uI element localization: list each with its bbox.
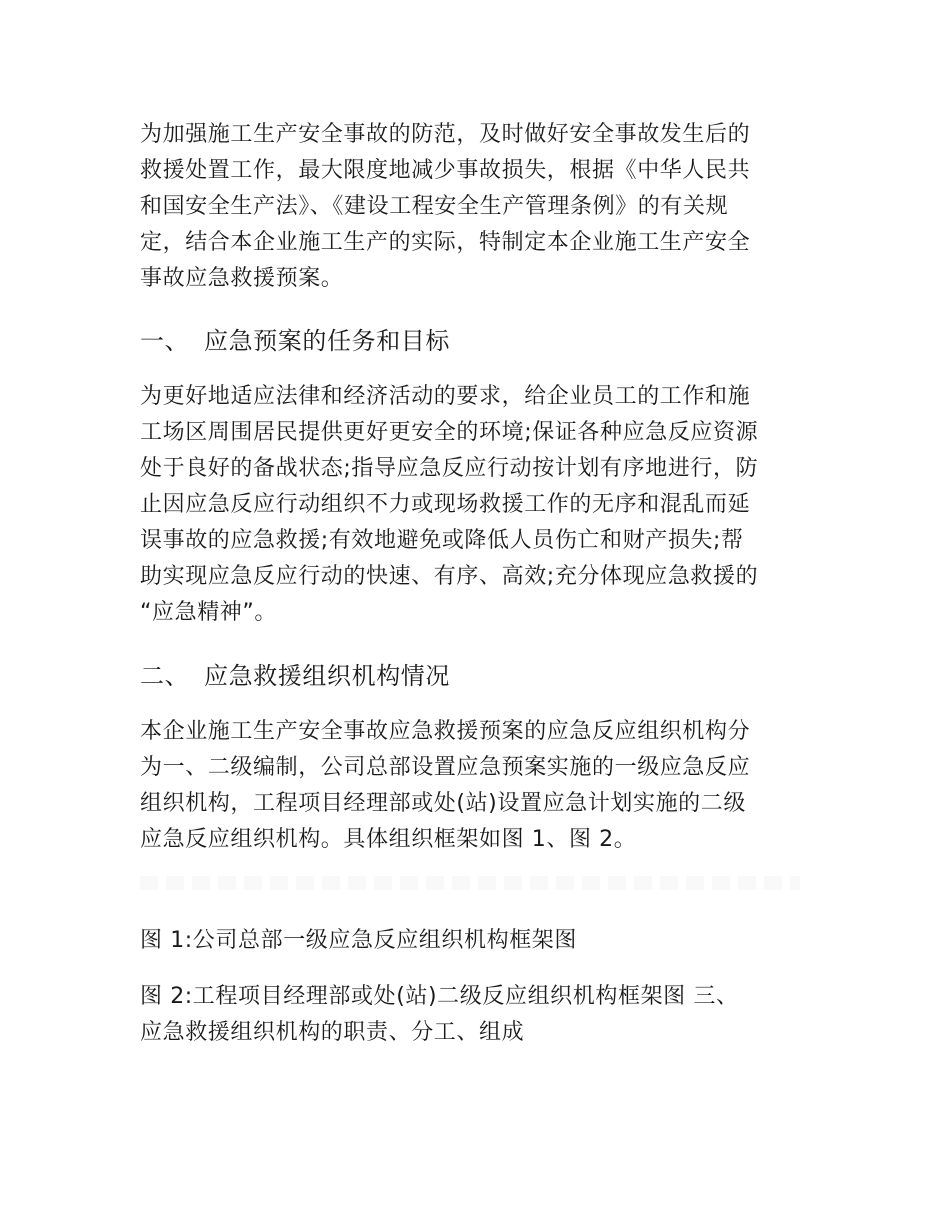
- section1-line: “应急精神”。: [140, 600, 277, 625]
- section1-line: 误事故的应急救援;有效地避免或降低人员伤亡和财产损失;帮: [140, 528, 744, 553]
- intro-line: 救援处置工作，最大限度地减少事故损失，根据《中华人民共: [140, 158, 751, 183]
- section1-line: 助实现应急反应行动的快速、有序、高效;充分体现应急救援的: [140, 564, 759, 589]
- section2-line: 为一、二级编制，公司总部设置应急预案实施的一级应急反应: [140, 755, 751, 780]
- intro-line: 定，结合本企业施工生产的实际，特制定本企业施工生产安全: [140, 230, 751, 255]
- section2-heading: [140, 658, 820, 694]
- section1-heading: [140, 323, 820, 359]
- section1-number: 一、: [140, 327, 190, 355]
- figure2-caption-line: 应急救援组织机构的职责、分工、组成: [140, 1020, 525, 1045]
- faint-scan-artifact: [140, 876, 800, 890]
- figure2-caption: [140, 979, 820, 1051]
- section2-title: 应急救援组织机构情况: [204, 662, 450, 690]
- intro-line: 事故应急救援预案。: [140, 266, 344, 291]
- section1-line: 为更好地适应法律和经济活动的要求，给企业员工的工作和施: [140, 384, 751, 409]
- section1-line: 处于良好的备战状态;指导应急反应行动按计划有序地进行，防: [140, 456, 759, 481]
- figure1-caption-text: 图 1:公司总部一级应急反应组织机构框架图: [140, 928, 578, 953]
- section1-line: 工场区周围居民提供更好更安全的环境;保证各种应急反应资源: [140, 420, 759, 445]
- section2-line: 组织机构，工程项目经理部或处(站)设置应急计划实施的二级: [140, 791, 746, 816]
- section1-title: 应急预案的任务和目标: [204, 327, 450, 355]
- intro-paragraph: [140, 117, 820, 297]
- section2-line: 本企业施工生产安全事故应急救援预案的应急反应组织机构分: [140, 719, 751, 744]
- intro-line: 为加强施工生产安全事故的防范，及时做好安全事故发生后的: [140, 122, 751, 147]
- figure2-caption-line: 图 2:工程项目经理部或处(站)二级反应组织机构框架图 三、: [140, 984, 739, 1009]
- intro-line: 和国安全生产法》、《建设工程安全生产管理条例》的有关规: [140, 194, 729, 219]
- figure1-caption: [140, 923, 820, 959]
- section2-paragraph: [140, 714, 820, 858]
- section1-line: 止因应急反应行动组织不力或现场救援工作的无序和混乱而延: [140, 492, 751, 517]
- section2-number: 二、: [140, 662, 190, 690]
- section2-line: 应急反应组织机构。具体组织框架如图 1、图 2。: [140, 827, 637, 852]
- section1-paragraph: [140, 379, 820, 631]
